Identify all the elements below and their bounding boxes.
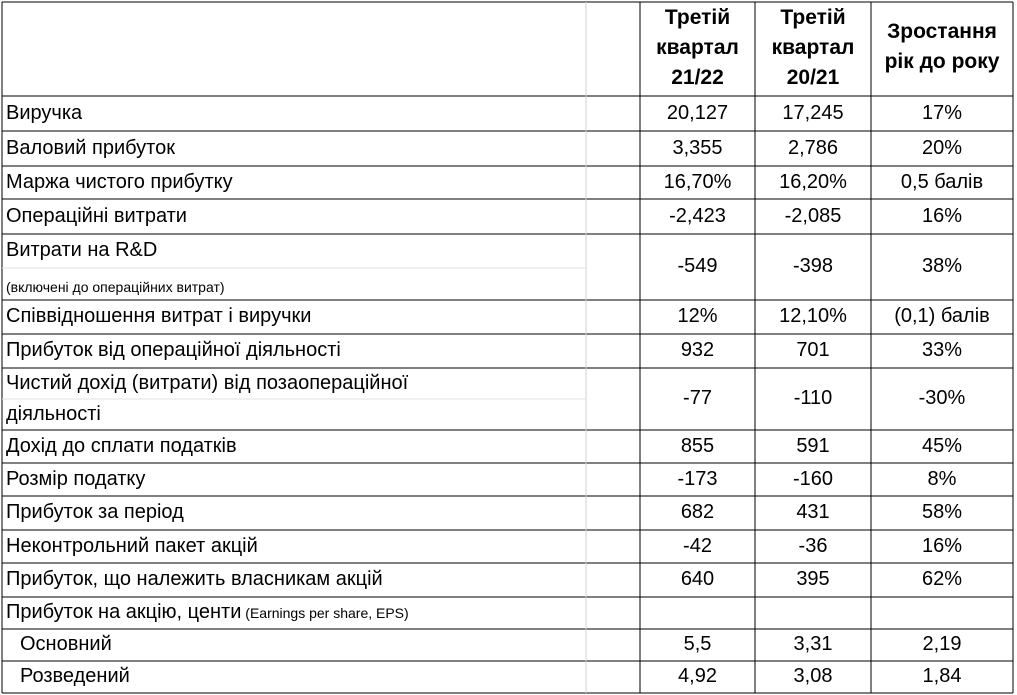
cell-value-b: -2,085 xyxy=(784,204,842,227)
header-yoy-growth xyxy=(871,17,1013,77)
header-q3-2122-line: квартал xyxy=(656,36,739,59)
cell-value-b: 701 xyxy=(796,339,830,361)
row-label: Виручка xyxy=(6,101,83,124)
cell-value-c: 2,19 xyxy=(922,633,962,655)
row-label: Валовий прибуток xyxy=(6,136,175,159)
cell-value-a: 20,127 xyxy=(666,101,729,124)
cell-value-c: 8% xyxy=(927,467,957,490)
cell-value-c: 33% xyxy=(921,339,963,361)
header-q3-2021-line: 20/21 xyxy=(786,66,840,89)
cell-value-b: 2,786 xyxy=(787,136,839,159)
cell-value-c: 45% xyxy=(921,434,963,457)
header-q3-2122-line: 21/22 xyxy=(671,66,724,89)
cell-value-c: (0,1) балів xyxy=(894,305,990,327)
cell-value-a: -77 xyxy=(683,387,712,409)
row-label: Чистий дохід (витрати) від позаопераційної xyxy=(6,372,409,394)
cell-value-b: 12,10% xyxy=(779,305,847,327)
cell-value-b: -160 xyxy=(792,467,834,490)
header-yoy-growth-line: рік до року xyxy=(884,50,1000,73)
row-label: Операційні витрати xyxy=(6,204,187,227)
cell-value-b: 3,08 xyxy=(793,665,833,687)
row-label: Маржа чистого прибутку xyxy=(6,170,233,193)
row-label: Співвідношення витрат і виручки xyxy=(6,305,312,327)
cell-value-a: 4,92 xyxy=(678,665,717,687)
row-label: Розмір податку xyxy=(6,467,146,490)
cell-value-a: -173 xyxy=(677,467,718,490)
cell-value-a: 640 xyxy=(680,568,715,590)
cell-value-a: -2,423 xyxy=(669,204,726,227)
cell-value-a: 682 xyxy=(680,501,715,523)
cell-value-b: 3,31 xyxy=(793,633,833,655)
cell-value-b: -398 xyxy=(792,255,834,277)
header-q3-2021-line: Третій xyxy=(780,6,846,29)
row-label: Прибуток на акцію, центи (Earnings per share, EPS) xyxy=(6,601,409,623)
cell-value-a: 12% xyxy=(677,305,718,327)
cell-value-a: 932 xyxy=(680,339,715,361)
row-label: Витрати на R&D xyxy=(6,239,158,261)
cell-value-a: 855 xyxy=(680,434,715,457)
row-label-cont: діяльності xyxy=(6,403,101,425)
row-label: Розведений xyxy=(20,665,130,687)
row-label-note: (Earnings per share, EPS) xyxy=(241,605,409,621)
header-q3-2122 xyxy=(640,3,755,93)
cell-value-c: 58% xyxy=(921,501,963,523)
row-label: Неконтрольний пакет акцій xyxy=(6,534,258,557)
cell-value-c: 38% xyxy=(921,255,963,277)
cell-value-b: 591 xyxy=(796,434,830,457)
cell-value-c: 0,5 балів xyxy=(900,170,984,193)
cell-value-b: 16,20% xyxy=(779,170,847,193)
row-label: Дохід до сплати податків xyxy=(6,434,237,457)
cell-value-b: 431 xyxy=(796,501,830,523)
cell-value-a: 3,355 xyxy=(672,136,723,159)
cell-value-b: 17,245 xyxy=(782,101,844,124)
header-yoy-growth-line: Зростання xyxy=(887,20,997,43)
cell-value-b: -36 xyxy=(798,534,828,557)
cell-value-c: 20% xyxy=(921,136,963,159)
cell-value-a: 16,70% xyxy=(663,170,732,193)
cell-value-a: -42 xyxy=(683,534,712,557)
cell-value-a: 5,5 xyxy=(683,633,712,655)
cell-value-c: -30% xyxy=(918,387,966,409)
cell-value-c: 62% xyxy=(921,568,963,590)
cell-value-a: -549 xyxy=(677,255,718,277)
header-q3-2021-line: квартал xyxy=(771,36,855,59)
cell-value-b: -110 xyxy=(793,387,833,409)
row-label: Прибуток від операційної діяльності xyxy=(6,339,341,361)
cell-value-c: 17% xyxy=(921,101,963,124)
row-sublabel: (включені до операційних витрат) xyxy=(6,279,225,295)
row-label: Прибуток за період xyxy=(6,501,184,523)
header-q3-2021 xyxy=(755,3,871,93)
row-label: Прибуток, що належить власникам акцій xyxy=(6,568,383,590)
cell-value-c: 16% xyxy=(921,534,963,557)
cell-value-b: 395 xyxy=(796,568,830,590)
cell-value-c: 16% xyxy=(921,204,963,227)
cell-value-c: 1,84 xyxy=(922,665,962,687)
header-q3-2122-line: Третій xyxy=(664,6,731,29)
row-label: Основний xyxy=(20,633,112,655)
